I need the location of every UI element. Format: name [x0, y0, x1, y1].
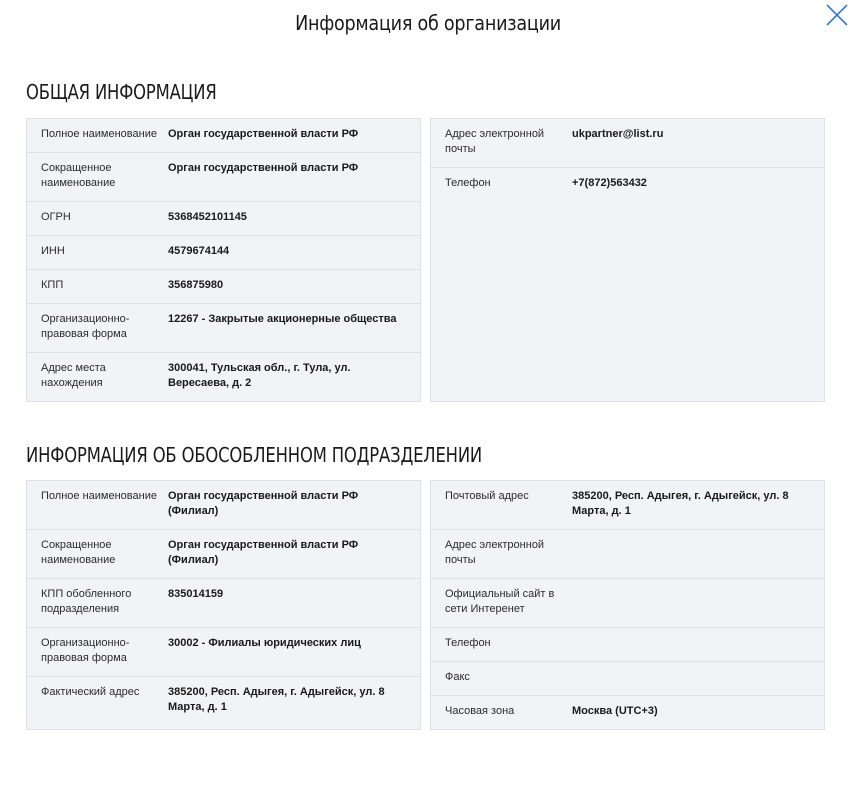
- branch-row-timezone: [431, 696, 824, 730]
- close-button[interactable]: [824, 2, 850, 28]
- row-value: 12267 - Закрытые акционерные общества: [168, 313, 397, 325]
- info-row-address: [27, 353, 420, 402]
- row-label: Полное наименование: [41, 490, 157, 502]
- row-value: 385200, Респ. Адыгея, г. Адыгейск, ул. 8 Марта, д. 1: [168, 686, 385, 713]
- row-label: КПП: [41, 279, 64, 291]
- row-value: [572, 636, 814, 654]
- modal-title: Информация об организации: [295, 11, 561, 35]
- row-label: Сокращенное наименование: [41, 539, 116, 566]
- row-value: Орган государственной власти РФ (Филиал): [168, 490, 359, 517]
- row-label: Факс: [445, 671, 470, 683]
- info-row-phone: [431, 168, 824, 202]
- row-label: ИНН: [41, 245, 65, 257]
- row-value: 4579674144: [168, 245, 230, 257]
- branch-row-legal-form: [27, 628, 420, 677]
- row-value: Орган государственной власти РФ: [168, 162, 359, 174]
- row-value: 835014159: [168, 588, 224, 600]
- row-value: Москва (UTC+3): [572, 705, 658, 717]
- general-right-panel: [430, 118, 825, 402]
- row-value: Орган государственной власти РФ: [168, 128, 359, 140]
- row-label: Почтовый адрес: [445, 490, 529, 502]
- row-value: 356875980: [168, 279, 224, 291]
- branch-row-kpp: [27, 579, 420, 628]
- info-row-email: [431, 119, 824, 168]
- branch-left-panel: [26, 480, 421, 730]
- row-label: Организационно-правовая форма: [41, 637, 130, 664]
- info-row-short-name: [27, 153, 420, 202]
- branch-row-email: [431, 530, 824, 579]
- close-icon: [824, 2, 850, 28]
- row-label: Организационно-правовая форма: [41, 313, 130, 340]
- branch-row-full-name: [27, 481, 420, 530]
- row-label: Часовая зона: [445, 705, 515, 717]
- info-row-kpp: [27, 270, 420, 304]
- row-value: +7(872)563432: [572, 177, 647, 189]
- general-section-title: ОБЩАЯ ИНФОРМАЦИЯ: [26, 80, 217, 104]
- info-row-ogrn: [27, 202, 420, 236]
- info-row-legal-form: [27, 304, 420, 353]
- branch-right-panel: [430, 480, 825, 730]
- info-row-full-name: [27, 119, 420, 153]
- row-label: Телефон: [445, 637, 491, 649]
- row-label: Сокращенное наименование: [41, 162, 116, 189]
- row-label: Фактический адрес: [41, 686, 140, 698]
- branch-row-website: [431, 579, 824, 628]
- row-label: Адрес места нахождения: [41, 362, 106, 389]
- row-label: Адрес электронной почты: [445, 539, 545, 566]
- branch-row-short-name: [27, 530, 420, 579]
- row-value: 385200, Респ. Адыгея, г. Адыгейск, ул. 8 Марта, д. 1: [572, 490, 789, 517]
- branch-row-postal-address: [431, 481, 824, 530]
- row-value: 5368452101145: [168, 211, 247, 223]
- branch-row-phone: [431, 628, 824, 662]
- row-value: [572, 538, 814, 571]
- row-value: ukpartner@list.ru: [572, 128, 664, 140]
- branch-row-fax: [431, 662, 824, 696]
- row-value: [572, 670, 814, 688]
- row-label: Официальный сайт в сети Интеренет: [445, 588, 555, 615]
- branch-row-actual-address: [27, 677, 420, 726]
- row-value: Орган государственной власти РФ (Филиал): [168, 539, 359, 566]
- row-value: 30002 - Филиалы юридических лиц: [168, 637, 361, 649]
- row-label: Адрес электронной почты: [445, 128, 545, 155]
- info-row-inn: [27, 236, 420, 270]
- general-left-panel: [26, 118, 421, 402]
- row-value: 300041, Тульская обл., г. Тула, ул. Вересаева, д. 2: [168, 362, 351, 389]
- branch-section-title: ИНФОРМАЦИЯ ОБ ОБОСОБЛЕННОМ ПОДРАЗДЕЛЕНИИ: [26, 443, 483, 467]
- row-value: [572, 587, 814, 620]
- row-label: КПП обобленного подразделения: [41, 588, 132, 615]
- row-label: Телефон: [445, 177, 491, 189]
- row-label: ОГРН: [41, 211, 71, 223]
- row-label: Полное наименование: [41, 128, 157, 140]
